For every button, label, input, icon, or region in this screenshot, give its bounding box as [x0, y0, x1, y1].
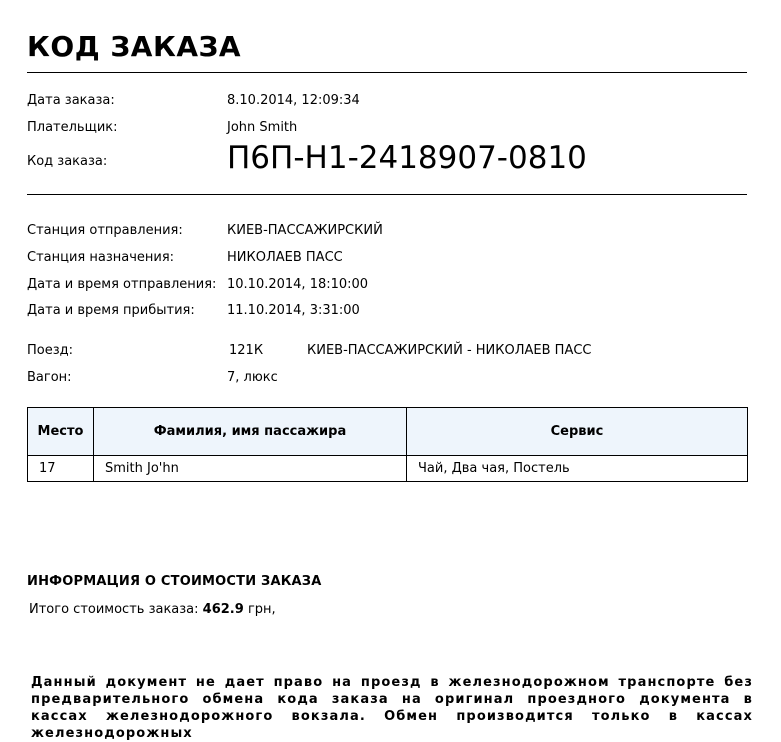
cost-total-label: Итого стоимость заказа:: [29, 602, 199, 617]
seat-cell: 17: [28, 456, 94, 482]
train-number: 121К: [229, 343, 264, 358]
disclaimer-text: Данный документ не дает право на проезд в железнодорожном транспорте без предварительного обмена кода заказа на оригинал проездного документа в кассах железнодорожного вокзала. Обмен производится только в кассах железнодорожных: [31, 675, 753, 741]
passenger-name-cell: Smith Jo'hn: [94, 456, 407, 482]
order-code-label: Код заказа:: [27, 154, 108, 169]
arrival-time-label: Дата и время прибытия:: [27, 303, 195, 318]
divider-middle: [27, 194, 747, 195]
passenger-table-header: [28, 408, 748, 456]
service-header: Сервис: [407, 408, 748, 456]
order-code-value: П6П-Н1-2418907-0810: [227, 140, 587, 176]
train-route: КИЕВ-ПАССАЖИРСКИЙ - НИКОЛАЕВ ПАСС: [307, 343, 592, 358]
page-title: КОД ЗАКАЗА: [27, 30, 242, 63]
service-cell: Чай, Два чая, Постель: [407, 456, 748, 482]
passenger-table: [27, 407, 748, 482]
car-value: 7, люкс: [227, 370, 278, 385]
order-date-label: Дата заказа:: [27, 93, 115, 108]
departure-station-value: КИЕВ-ПАССАЖИРСКИЙ: [227, 223, 383, 238]
car-label: Вагон:: [27, 370, 72, 385]
departure-time-label: Дата и время отправления:: [27, 277, 217, 292]
cost-total-value: 462.9: [202, 602, 244, 617]
order-date-value: 8.10.2014, 12:09:34: [227, 93, 360, 108]
passenger-name-header: Фамилия, имя пассажира: [94, 408, 407, 456]
departure-station-label: Станция отправления:: [27, 223, 183, 238]
payer-value: John Smith: [227, 120, 298, 135]
seat-header: Место: [28, 408, 94, 456]
cost-total-line: [29, 602, 276, 617]
departure-time-value: 10.10.2014, 18:10:00: [227, 277, 369, 292]
arrival-time-value: 11.10.2014, 3:31:00: [227, 303, 360, 318]
train-label: Поезд:: [27, 343, 74, 358]
cost-heading: ИНФОРМАЦИЯ О СТОИМОСТИ ЗАКАЗА: [27, 574, 322, 589]
arrival-station-label: Станция назначения:: [27, 250, 175, 265]
divider-top: [27, 72, 747, 73]
arrival-station-value: НИКОЛАЕВ ПАСС: [227, 250, 343, 265]
table-row: [28, 456, 748, 482]
cost-currency: грн,: [247, 602, 276, 617]
payer-label: Плательщик:: [27, 120, 118, 135]
